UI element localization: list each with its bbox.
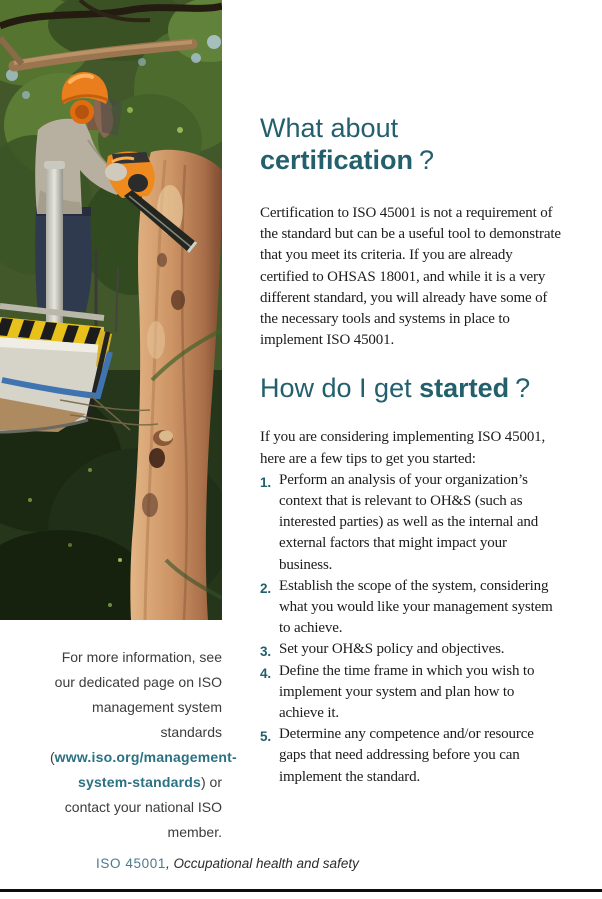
certification-heading-question-mark: ?	[419, 145, 435, 175]
worker-photo	[0, 0, 222, 620]
list-item-number: 3.	[260, 644, 271, 660]
iso-management-standards-link[interactable]: www.iso.org/management-system-standards	[54, 749, 237, 790]
footer-rule	[0, 889, 602, 892]
more-info-note	[50, 645, 237, 845]
list-item-number: 5.	[260, 729, 271, 745]
certification-heading-line1: What about	[260, 113, 399, 143]
worker-photo-illustration	[0, 0, 222, 620]
list-item	[260, 724, 561, 788]
started-intro: If you are considering implementing ISO 45001, here are a few tips to get you started:	[260, 429, 546, 467]
list-item	[260, 639, 561, 660]
started-heading	[260, 372, 561, 404]
footer-subtitle: , Occupational health and safety	[165, 856, 359, 871]
worker-pants	[35, 212, 92, 312]
list-item-text: Determine any competence and/or resource gaps that need addressing before you can implement the standard.	[279, 726, 534, 785]
list-item-number: 4.	[260, 665, 271, 681]
started-heading-normal: How do I get	[260, 373, 420, 404]
certification-heading	[260, 112, 561, 176]
list-item	[260, 661, 561, 725]
tips-list	[260, 470, 561, 788]
list-item-text: Perform an analysis of your organization’s context that is relevant to OH&S (such as interested parties) as well as the internal and external factors that might impact your business.	[279, 471, 539, 573]
list-item-number: 1.	[260, 474, 271, 490]
list-item-text: Define the time frame in which you wish to implement your system and plan how to achieve it.	[279, 662, 535, 722]
footer-standard-label: ISO 45001	[96, 856, 166, 871]
page-footer	[96, 856, 359, 871]
list-item	[260, 470, 561, 576]
content-column	[260, 112, 561, 788]
list-item	[260, 576, 561, 640]
started-heading-question-mark: ?	[515, 373, 531, 404]
more-info-text-post: ) or contact your national ISO member.	[64, 774, 222, 840]
started-heading-bold: started	[419, 373, 510, 404]
more-info-text-pre: For more information, see our dedicated page on ISO management system standards (	[50, 649, 222, 765]
certification-paragraph: Certification to ISO 45001 is not a requirement of the standard but can be a useful tool to demonstrate that you meet its criteria. If you are already certified to OHSAS 18001, and while it is a very different standard, you will already have some of the necessary tools and systems in place to implement ISO 45001.	[260, 205, 561, 349]
list-item-number: 2.	[260, 580, 271, 596]
list-item-text: Set your OH&S policy and objectives.	[279, 641, 505, 658]
branch-stub	[153, 430, 173, 446]
certification-heading-bold: certification	[260, 145, 414, 175]
worker-glove	[105, 163, 127, 181]
list-item-text: Establish the scope of the system, considering what you would like your management system to achieve.	[279, 577, 553, 637]
